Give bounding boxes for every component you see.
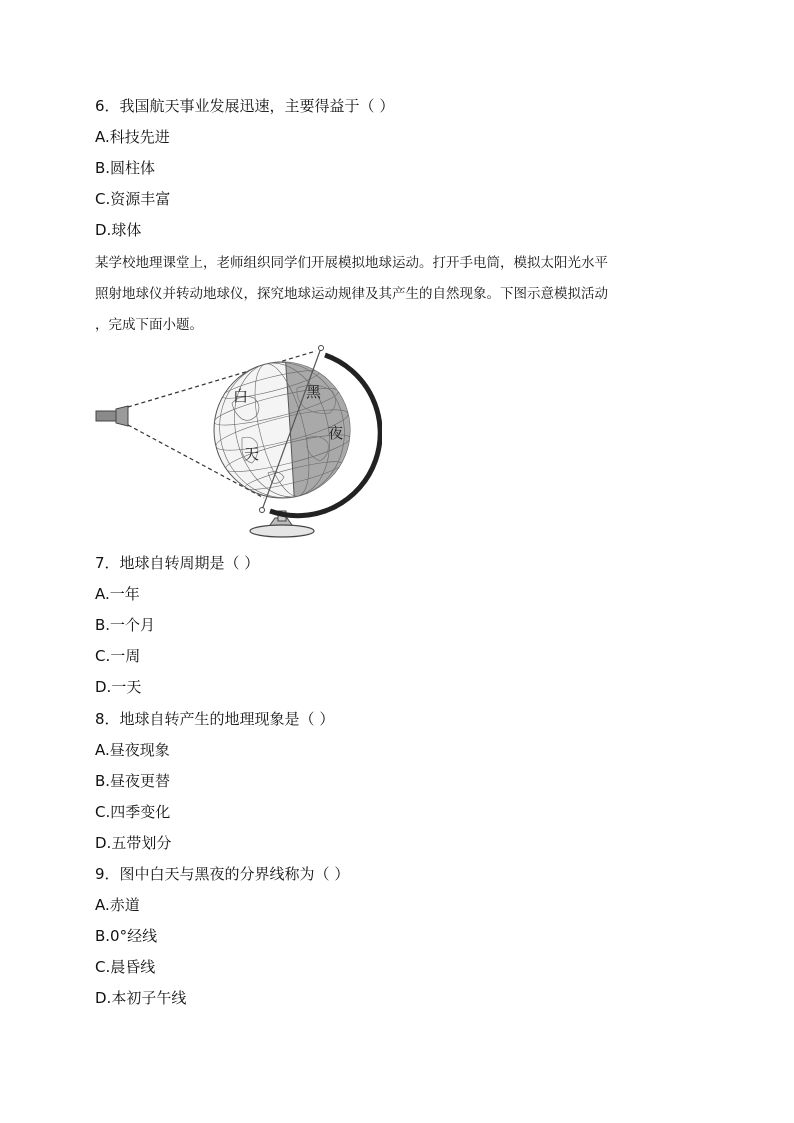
night-label-char-2: 夜 [328, 424, 344, 442]
q6-stem: 6．我国航天事业发展迅速，主要得益于（ ） [95, 97, 395, 115]
q9-stem: 9．图中白天与黑夜的分界线称为（ ） [95, 865, 350, 883]
q9-option-a: A.赤道 [95, 896, 140, 914]
q6-option-d: D.球体 [95, 221, 142, 239]
q8-option-c: C.四季变化 [95, 803, 171, 821]
q6-option-a: A.科技先进 [95, 128, 170, 146]
night-label-char-1: 黑 [306, 383, 322, 401]
q7-option-c: C.一周 [95, 647, 141, 665]
globe-figure [92, 343, 382, 543]
q8-option-d: D.五带划分 [95, 834, 172, 852]
q6-option-b: B.圆柱体 [95, 159, 156, 177]
q8-option-b: B.昼夜更替 [95, 772, 171, 790]
q7-option-b: B.一个月 [95, 616, 156, 634]
q7-option-d: D.一天 [95, 678, 142, 696]
q9-option-b: B.0°经线 [95, 927, 158, 945]
passage-line-3: ，完成下面小题。 [95, 317, 203, 333]
q8-stem: 8．地球自转产生的地理现象是（ ） [95, 710, 335, 728]
day-label-char-1: 白 [233, 387, 249, 405]
flashlight-icon [96, 406, 128, 426]
q6-option-c: C.资源丰富 [95, 190, 171, 208]
passage-line-1: 某学校地理课堂上，老师组织同学们开展模拟地球运动。打开手电筒，模拟太阳光水平 [95, 255, 608, 271]
q7-option-a: A.一年 [95, 585, 140, 603]
q7-stem: 7．地球自转周期是（ ） [95, 554, 260, 572]
q9-option-c: C.晨昏线 [95, 958, 156, 976]
q8-option-a: A.昼夜现象 [95, 741, 170, 759]
night-area [285, 353, 362, 513]
passage-line-2: 照射地球仪并转动地球仪，探究地球运动规律及其产生的自然现象。下图示意模拟活动 [95, 286, 608, 302]
q9-option-d: D.本初子午线 [95, 989, 187, 1007]
day-label-char-2: 天 [244, 445, 260, 463]
